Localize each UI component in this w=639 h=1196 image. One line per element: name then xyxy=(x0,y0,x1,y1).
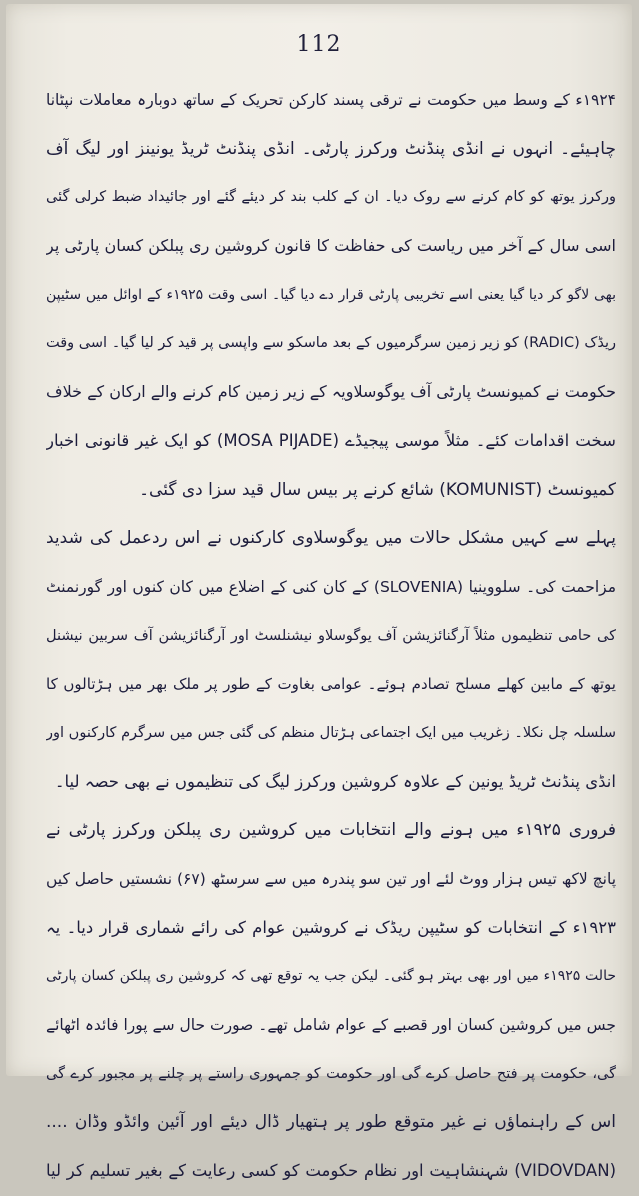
text-line: پہلے سے کہیں مشکل حالات میں یوگوسلاوی کارکنوں نے اس ردعمل کی شدید xyxy=(46,528,616,549)
text-line: مزاحمت کی۔ سلووینیا (SLOVENIA) کے کان کنی کے اضلاع میں کان کنوں اور گورنمنٹ xyxy=(46,577,616,596)
text-line: حالت ۱۹۲۵ء میں اور بھی بہتر ہو گئی۔ لیکن جب یہ توقع تھی کہ کروشین ری پبلکن کسان پارٹی xyxy=(46,968,616,985)
text-line: اس کے راہنماؤں نے غیر متوقع طور پر ہتھیار ڈال دیئے اور آئین وائڈو وڈان .... xyxy=(46,1112,616,1133)
text-line: ورکرز یوتھ کو کام کرنے سے روک دیا۔ ان کے کلب بند کر دیئے گئے اور جائیداد ضبط کرلی گئی xyxy=(46,189,616,206)
text-line: حکومت نے کمیونسٹ پارٹی آف یوگوسلاویہ کے زیر زمین کام کرنے والے ارکان کے خلاف xyxy=(46,382,616,402)
text-line: کمیونسٹ (KOMUNIST) شائع کرنے پر بیس سال قید سزا دی گئی۔ xyxy=(139,479,616,500)
text-line: بھی لاگو کر دیا گیا یعنی اسے تخریبی پارٹی قرار دے دیا گیا۔ اسی وقت ۱۹۲۵ء کے اوائل میں سٹیپن xyxy=(46,286,616,303)
book-page xyxy=(6,4,632,1181)
text-line: (VIDOVDAN) شہنشاہیت اور نظام حکومت کو کسی رعایت کے بغیر تسلیم کر لیا xyxy=(46,1161,616,1181)
text-line: سخت اقدامات کئے۔ مثلاً موسی پیجیڈے (MOSA PIJADE) کو ایک غیر قانونی اخبار xyxy=(46,430,616,450)
text-line: فروری ۱۹۲۵ء میں ہونے والے انتخابات میں کروشین ری پبلکن ورکرز پارٹی نے xyxy=(46,820,616,841)
text-line: ۱۹۲۳ء کے انتخابات کو سٹیپن ریڈک نے کروشین عوام کی رائے شماری قرار دیا۔ یہ xyxy=(46,917,616,937)
text-line: پانچ لاکھ تیس ہزار ووٹ لئے اور تین سو پندرہ میں سے سرسٹھ (۶۷) نشستیں حاصل کیں xyxy=(46,870,616,888)
text-line: ریڈک (RADIC) کو زیر زمین سرگرمیوں کے بعد ماسکو سے واپسی پر قید کر لیا گیا۔ اسی وقت xyxy=(46,335,616,352)
text-line: اسی سال کے آخر میں ریاست کی حفاظت کا قانون کروشین ری پبلکن کسان پارٹی پر xyxy=(46,236,616,256)
text-line: کی حامی تنظیموں مثلاً آرگنائزیشن آف یوگوسلاو نیشنلسٹ اور آرگنائزیشن آف سربین نیشنل xyxy=(46,627,616,644)
text-line: جس میں کروشین کسان اور قصبے کے عوام شامل تھے۔ صورت حال سے پورا فائدہ اٹھائے xyxy=(46,1016,616,1035)
text-line: سلسلہ چل نکلا۔ زغریب میں ایک اجتماعی ہڑتال منظم کی گئی جس میں سرگرم کارکنوں اور xyxy=(46,724,616,741)
text-line: انڈی پنڈنٹ ٹریڈ یونین کے علاوہ کروشین ورکرز لیگ کی تنظیموں نے بھی حصہ لیا۔ xyxy=(54,771,616,791)
text-line: چاہیئے۔ انہوں نے انڈی پنڈنٹ ورکرز پارٹی۔ انڈی پنڈنٹ ٹریڈ یونینز اور لیگ آف xyxy=(46,138,616,159)
page-body-text xyxy=(46,76,616,1196)
text-line: گی، حکومت پر فتح حاصل کرے گی اور حکومت کو جمہوری راستے پر چلنے پر مجبور کرے گی xyxy=(46,1065,616,1082)
text-line: ۱۹۲۴ء کے وسط میں حکومت نے ترقی پسند کارکن تحریک کے ساتھ دوبارہ معاملات نپٹانا xyxy=(46,91,616,109)
text-line: یوتھ کے مابین کھلے مسلح تصادم ہوئے۔ عوامی بغاوت کے طور پر ملک بھر میں ہڑتالوں کا xyxy=(46,675,616,694)
page-number: 112 xyxy=(296,32,342,57)
